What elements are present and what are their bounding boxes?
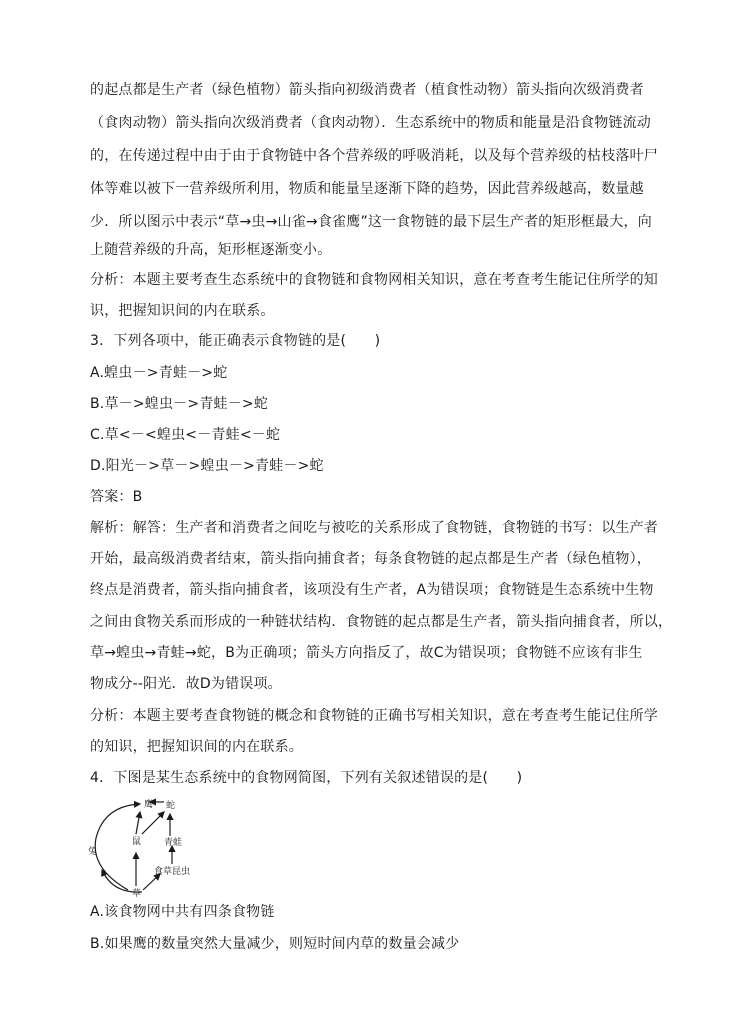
option-d: D.阳光－>草－>蝗虫－>青蛙－>蛇 [90,458,324,474]
explanation-text: 开始，最高级消费者结束，箭头指向捕食者；每条食物链的起点都是生产者（绿色植物）， [90,551,651,567]
label-grass: 草 [132,889,142,898]
label-snake: 蛇 [166,801,176,811]
question-3-stem: 3．下列各项中，能正确表示食物链的是( ) [90,333,381,349]
explanation-text: 草→蝗虫→青蛙→蛇，B为正确项；箭头方向指反了，故C为错误项；食物链不应该有非生 [90,645,643,661]
explanation-text: 之间由食物关系而形成的一种链状结构．食物链的起点都是生产者，箭头指向捕食者，所以， [90,614,673,630]
explanation-text: 解析：解答：生产者和消费者之间吃与被吃的关系形成了食物链，食物链的书写：以生产者 [90,520,658,536]
question-4-stem: 4．下图是某生态系统中的食物网简图，下列有关叙述错误的是( ) [90,770,523,786]
arrow-mouse-snake [142,812,164,834]
label-hawk: 鹰 [144,800,154,810]
food-web-diagram [88,798,278,898]
analysis-text: 分析：本题主要考查生态系统中的食物链和食物网相关知识，意在考查考生能记住所学的知 [90,272,658,288]
label-rabbit: 兔 [88,847,98,857]
arrow-rabbit-hawk [95,804,140,890]
answer: 答案：B [90,489,143,505]
text-line: （食肉动物）箭头指向次级消费者（食肉动物）．生态系统中的物质和能量是沿食物链流动 [90,115,651,131]
label-frog: 青蛙 [164,838,183,848]
analysis-text: 的知识，把握知识间的内在联系。 [90,739,303,755]
label-mouse: 鼠 [132,837,142,847]
text-line: 上随营养级的升高，矩形框逐渐变小。 [90,242,332,258]
arrow-mouse-hawk [136,812,140,834]
option-a: A.蝗虫－>青蛙－>蛇 [90,365,228,381]
text-line: 少．所以图示中表示“草→虫→山雀→食雀鹰”这一食物链的最下层生产者的矩形框最大，向 [90,214,652,230]
label-insect: 食草昆虫 [154,867,191,877]
explanation-text: 物成分--阳光．故D为错误项。 [90,676,282,692]
explanation-text: 终点是消费者，箭头指向捕食者，该项没有生产者，A为错误项；食物链是生态系统中生物 [90,582,654,598]
option-c: C.草<－<蝗虫<－青蛙<－蛇 [90,427,281,443]
text-line: 体等难以被下一营养级所利用，物质和能量呈逐渐下降的趋势，因此营养级越高，数量越 [90,181,644,197]
text-line: 的，在传递过程中由于由于食物链中各个营养级的呼吸消耗，以及每个营养级的枯枝落叶尸 [90,148,658,164]
option-b: B.草－>蝗虫－>青蛙－>蛇 [90,396,269,412]
analysis-text: 分析：本题主要考查食物链的概念和食物链的正确书写相关知识，意在考查考生能记住所学 [90,708,658,724]
analysis-text: 识，把握知识间的内在联系。 [90,303,275,319]
option-b: B.如果鹰的数量突然大量减少，则短时间内草的数量会减少 [90,936,460,952]
text-line: 的起点都是生产者（绿色植物）箭头指向初级消费者（植食性动物）箭头指向次级消费者 [90,82,644,98]
option-a: A.该食物网中共有四条食物链 [90,904,275,920]
